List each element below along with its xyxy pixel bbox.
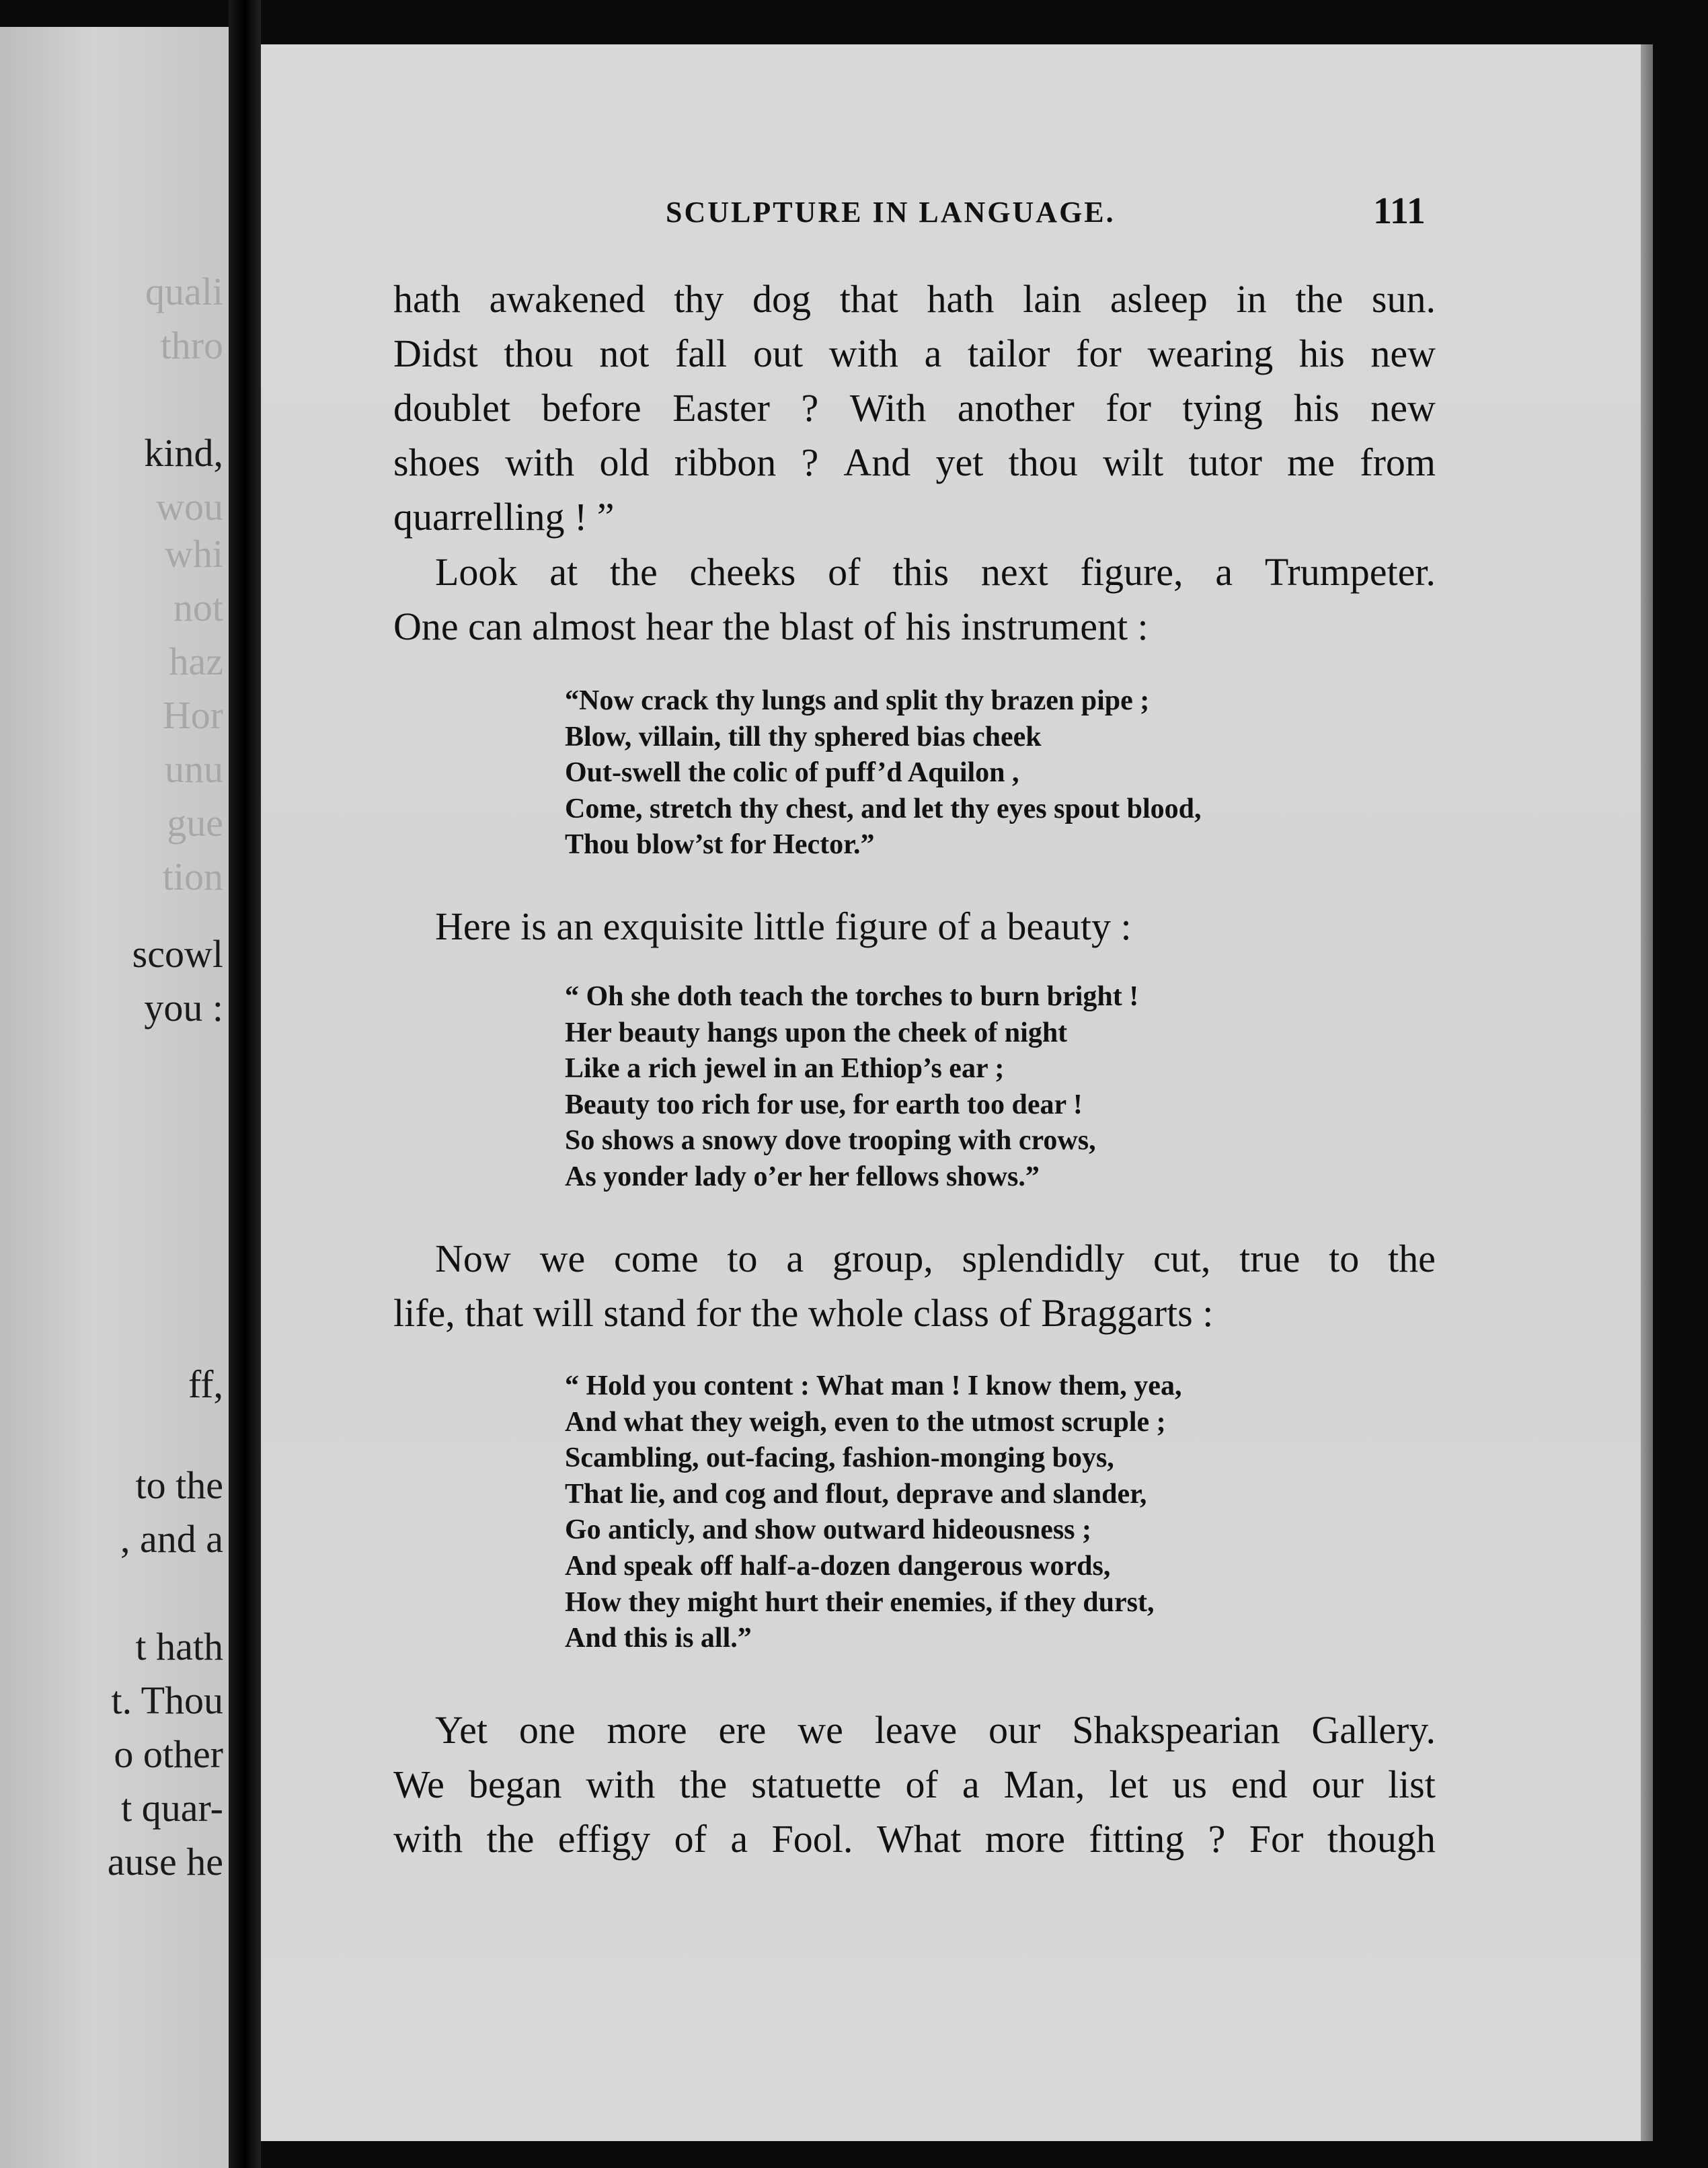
verse-line: And this is all.”	[565, 1623, 752, 1654]
paragraph	[393, 1231, 1436, 1340]
text-line: doublet before Easter ? With another for tying his new	[393, 386, 1436, 430]
paragraph	[393, 545, 1436, 654]
verse-line: Scambling, out-facing, fashion-monging boys,	[565, 1442, 1114, 1474]
text-line: with the effigy of a Fool. What more fitting ? For though	[393, 1817, 1436, 1861]
text-line: Yet one more ere we leave our Shakspearian Gallery.	[435, 1708, 1436, 1752]
verse-line: Her beauty hangs upon the cheek of night	[565, 1017, 1068, 1048]
text-line: We began with the statuette of a Man, let us end our list	[393, 1763, 1436, 1806]
left-fragment: gue	[167, 801, 223, 845]
left-fragment: wou	[156, 485, 223, 529]
left-fragment: t quar-	[121, 1786, 223, 1830]
verse-line: Come, stretch thy chest, and let thy eyes spout blood,	[565, 793, 1202, 824]
left-fragment: kind,	[144, 431, 223, 475]
running-title: SCULPTURE IN LANGUAGE.	[666, 196, 1116, 229]
text-line: Here is an exquisite little figure of a beauty :	[435, 904, 1132, 948]
left-fragment: unu	[165, 747, 223, 791]
left-fragment: thro	[160, 323, 223, 367]
text-line: Now we come to a group, splendidly cut, true to the	[435, 1237, 1436, 1280]
verse-line: Go anticly, and show outward hideousness ;	[565, 1514, 1092, 1546]
text-line: quarrelling ! ”	[393, 495, 615, 539]
verse-line: How they might hurt their enemies, if they durst,	[565, 1586, 1155, 1618]
verse-line: So shows a snowy dove trooping with crows,	[565, 1125, 1096, 1157]
verse-line: Thou blow’st for Hector.”	[565, 829, 875, 861]
paragraph	[393, 899, 1436, 954]
book-gutter	[229, 0, 261, 2168]
left-fragment: tion	[162, 855, 223, 898]
paragraph	[393, 272, 1436, 544]
text-line: shoes with old ribbon ? And yet thou wilt tutor me from	[393, 440, 1436, 484]
left-fragment: whi	[165, 532, 223, 576]
verse-quotation	[565, 979, 1138, 1196]
left-fragment: t hath	[135, 1625, 223, 1668]
verse-line: And speak off half-a-dozen dangerous words,	[565, 1550, 1111, 1582]
left-fragment: haz	[169, 640, 223, 683]
verse-line: Blow, villain, till thy sphered bias cheek	[565, 721, 1042, 752]
left-fragment: ause he	[107, 1840, 223, 1884]
left-fragment: you :	[144, 986, 223, 1030]
left-fragment: t. Thou	[111, 1678, 223, 1722]
verse-line: Beauty too rich for use, for earth too dear !	[565, 1089, 1083, 1120]
left-fragment: o other	[114, 1732, 223, 1776]
verse-line: And what they weigh, even to the utmost scruple ;	[565, 1406, 1166, 1438]
previous-page-fragment	[0, 27, 229, 2168]
text-line: One can almost hear the blast of his instrument :	[393, 605, 1149, 648]
left-fragment: quali	[145, 270, 223, 313]
verse-line: Like a rich jewel in an Ethiop’s ear ;	[565, 1053, 1005, 1085]
text-line: Didst thou not fall out with a tailor for wearing his new	[393, 332, 1436, 375]
verse-line: “ Oh she doth teach the torches to burn bright !	[565, 981, 1139, 1012]
paragraph	[393, 1703, 1436, 1866]
verse-quotation	[565, 1368, 1181, 1657]
verse-line: Out-swell the colic of puff’d Aquilon ,	[565, 757, 1019, 789]
page-number: 111	[1373, 190, 1426, 232]
page-edge-shadow	[1641, 44, 1653, 2141]
text-line: life, that will stand for the whole class of Braggarts :	[393, 1291, 1214, 1335]
text-line: Look at the cheeks of this next figure, a Trumpeter.	[435, 550, 1436, 594]
text-line: hath awakened thy dog that hath lain asleep in the sun.	[393, 277, 1436, 321]
verse-line: “Now crack thy lungs and split thy brazen pipe ;	[565, 685, 1150, 716]
left-fragment: , and a	[120, 1517, 223, 1561]
left-fragment: not	[173, 586, 223, 629]
left-fragment: to the	[135, 1463, 223, 1507]
left-fragment: ff,	[188, 1362, 223, 1406]
verse-quotation	[565, 683, 1202, 863]
verse-line: “ Hold you content : What man ! I know them, yea,	[565, 1370, 1182, 1401]
left-fragment: scowl	[132, 932, 223, 976]
verse-line: As yonder lady o’er her fellows shows.”	[565, 1161, 1040, 1192]
left-fragment: Hor	[162, 693, 223, 737]
verse-line: That lie, and cog and flout, deprave and slander,	[565, 1478, 1147, 1510]
